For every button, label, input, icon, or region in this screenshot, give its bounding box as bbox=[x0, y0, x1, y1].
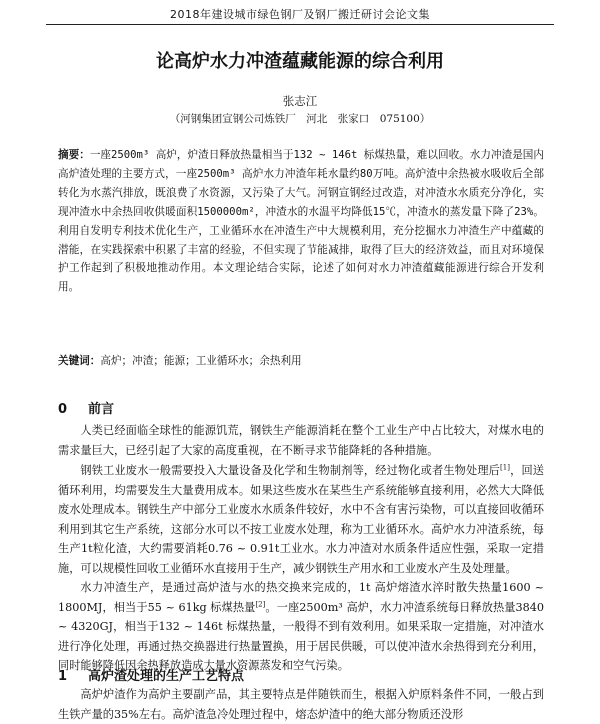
keywords-text: 高炉；冲渣；能源；工业循环水；余热利用 bbox=[100, 355, 302, 367]
section-heading-0 bbox=[58, 398, 114, 417]
paragraph bbox=[58, 578, 544, 676]
section-title: 前言 bbox=[88, 402, 115, 417]
header-rule bbox=[46, 24, 554, 25]
paragraph bbox=[58, 461, 544, 579]
running-header: 2018年建设城市绿色钢厂及钢厂搬迁研讨会论文集 bbox=[170, 8, 430, 21]
section-number: 0 bbox=[58, 402, 68, 417]
paragraph-text: 水力冲渣生产，是通过高炉渣与水的热交换来完成的，1t 高炉熔渣水淬时散失热量1600 ~ 1800MJ，相当于55 ~ 61kg 标煤热量 bbox=[58, 581, 544, 614]
paragraph-text: 人类已经面临全球性的能源饥荒，钢铁生产能源消耗在整个工业生产中占比较大，对煤水电的需求量巨大，已经引起了大家的高度重视，在不断寻求节能降耗的各种措施。 bbox=[58, 424, 544, 457]
section-number: 1 bbox=[58, 669, 68, 684]
keywords bbox=[58, 352, 544, 370]
author-name: 张志江 bbox=[282, 94, 318, 108]
paragraph-text-continued: ，回送循环利用，均需要发生大量费用成本。如果这些废水在某些生产系统能够直接利用，必然大大降低废水处理成本。钢铁生产中部分工业废水水质条件较好，水中不含有害污染物，可以直接回收循环利用到其它生产系统，这部分水可以不按工业废水处理，称为工业循环水。高炉水力冲渣系统，每生产1t粒化渣，大约需要消耗0.76 ~ 0.91t工业水。水力冲渣对水质条件适应性强，采取一定措施，可以规模性回收工业循环水直接用于生产，减少钢铁生产用水和工业废水产生及处理量。 bbox=[58, 464, 544, 575]
paper-title: 论高炉水力冲渣蕴藏能源的综合利用 bbox=[156, 51, 444, 72]
paragraph-text-continued: 。一座2500m³ 高炉，水力冲渣系统每日释放热量3840 ~ 4320GJ，相当于132 ~ 146t 标煤热量，一般得不到有效利用。如果采取一定措施，对冲渣水进行净化处理，再通过热交换器进行热量置换，用于居民供暖，可以使冲渣水余热得到充分利用，同时能够降低因余热释放造成大量水资源蒸发和空气污染。 bbox=[58, 600, 545, 673]
paragraph bbox=[58, 685, 544, 724]
abstract-label: 摘要： bbox=[58, 149, 90, 161]
section-heading-1 bbox=[58, 665, 244, 684]
author-affiliation: （河钢集团宣钢公司炼铁厂 河北 张家口 075100） bbox=[169, 113, 431, 125]
abstract bbox=[58, 146, 544, 297]
citation-ref: [1] bbox=[500, 463, 510, 472]
paragraph-text: 高炉炉渣作为高炉主要副产品，其主要特点是伴随铁而生，根据入炉原料条件不同，一般占到生铁产量的35%左右。高炉渣急冷处理过程中，熔态炉渣中的绝大部分物质还没形 bbox=[58, 688, 544, 721]
citation-ref: [2] bbox=[255, 599, 266, 608]
keywords-label: 关键词： bbox=[58, 355, 101, 367]
paragraph-text: 钢铁工业废水一般需要投入大量设备及化学和生物制剂等，经过物化或者生物处理后 bbox=[80, 464, 501, 477]
section-title: 高炉渣处理的生产工艺特点 bbox=[88, 669, 245, 684]
abstract-text: 一座2500m³ 高炉，炉渣日释放热量相当于132 ~ 146t 标煤热量，难以回收。水力冲渣是国内高炉渣处理的主要方式，一座2500m³ 高炉水力冲渣年耗水量约80万吨。高炉渣中余热被水吸收后全部转化为水蒸汽排放，既浪费了水资源，又污染了大气。河钢宣钢经过改造，对冲渣水水质充分净化，实现冲渣水中余热回收供暖面积1500000m²，冲渣水的水温平均降低15℃，冲渣水的蒸发量下降了23%。利用自发明专利技术优化生产，工业循环水在冲渣生产中大规模利用，充分挖掘水力冲渣生产中蕴藏的潜能，在实践探索中积累了丰富的经验，不但实现了节能减排，取得了巨大的经济效益，而且对环境保护工作起到了积极地推动作用。本文理论结合实际，论述了如何对水力冲渣蕴藏能源进行综合开发利用。 bbox=[58, 149, 545, 294]
paragraph bbox=[58, 421, 544, 460]
